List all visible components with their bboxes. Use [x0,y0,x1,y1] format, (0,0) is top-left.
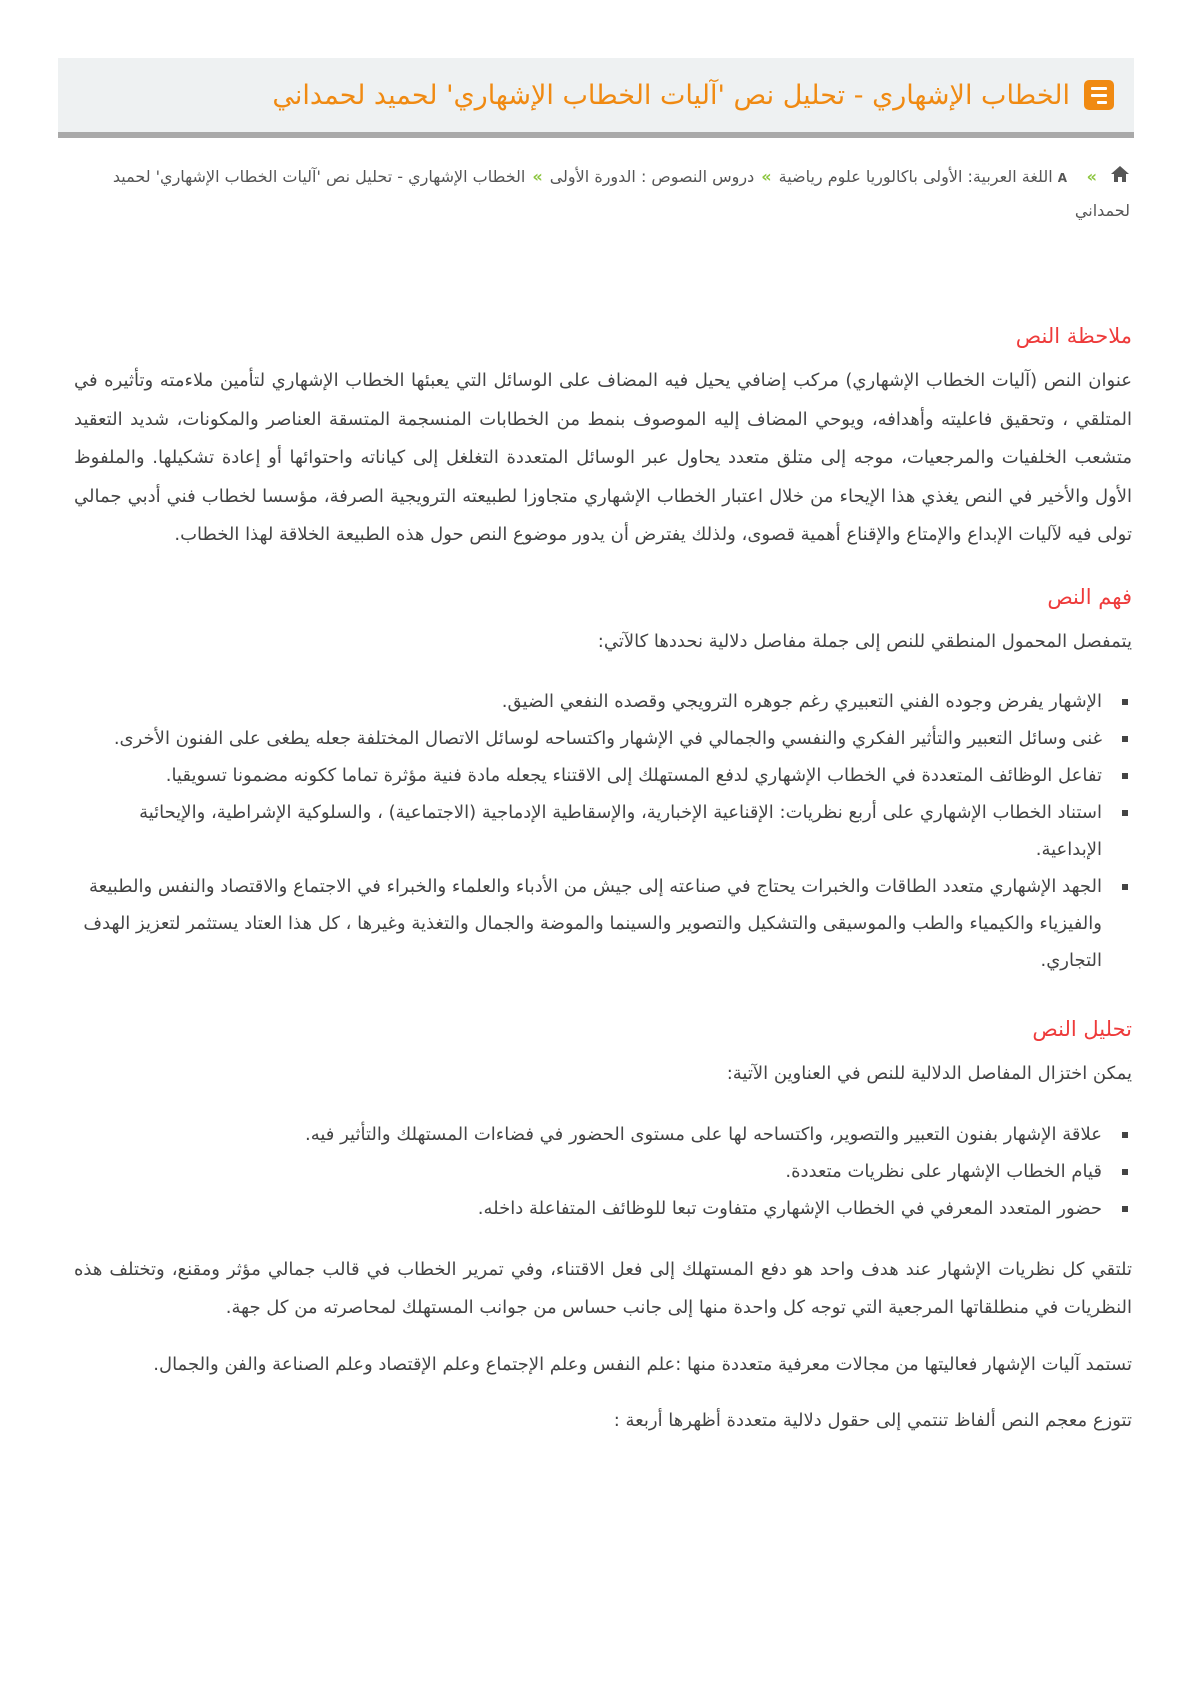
svg-text:A: A [1057,171,1067,183]
analysis-list [74,1116,1132,1227]
list-item: الإشهار يفرض وجوده الفني التعبيري رغم جوهره الترويجي وقصده النفعي الضيق. [74,683,1102,720]
list-item: غنى وسائل التعبير والتأثير الفكري والنفسي والجمالي في الإشهار واكتساحه لوسائل الاتصال المختلفة جعله يطغى على الفنون الأخرى. [74,720,1102,757]
list-item: الجهد الإشهاري متعدد الطاقات والخبرات يحتاج في صناعته إلى جيش من الأدباء والعلماء والخبراء في الاجتماع والاقتصاد والنفس والطبيعة والفيزياء والكيمياء والطب والموسيقى والتشكيل والتصوير والسينما والموضة والجمال والتغذية وغيرها ، كل هذا العتاد يستثمر لتعزيز الهدف التجاري. [74,868,1102,979]
list-item: علاقة الإشهار بفنون التعبير والتصوير، واكتساحه لها على مستوى الحضور في فضاءات المستهلك والتأثير فيه. [74,1116,1102,1153]
breadcrumb-separator: » [761,167,772,186]
analysis-paragraph: تلتقي كل نظريات الإشهار عند هدف واحد هو دفع المستهلك إلى فعل الاقتناء، وفي تمرير الخطاب في قالب جمالي مؤثر ومقنع، وتختلف هذه النظريات في منطلقاتها المرجعية التي توجه كل واحدة منها إلى جانب حساس من جوانب المستهلك لمحاصرته من كل جهة. [74,1258,1132,1318]
analysis-paragraph: تستمد آليات الإشهار فعاليتها من مجالات معرفية متعددة منها :علم النفس وعلم الإجتماع وعلم الإقتصاد وعلم الصناعة والفن والجمال. [153,1353,1132,1375]
list-item: تفاعل الوظائف المتعددة في الخطاب الإشهاري لدفع المستهلك إلى الاقتناء يجعله مادة فنية مؤثرة تماما ككونه مضمونا تسويقيا. [74,757,1102,794]
breadcrumb-separator: » [1086,167,1097,186]
breadcrumb-item-lessons[interactable]: دروس النصوص : الدورة الأولى [549,167,755,186]
section-heading-analysis: تحليل النص [1032,1017,1132,1041]
section-heading-observation: ملاحظة النص [1015,324,1132,348]
title-bar [58,58,1134,138]
breadcrumb-item-current: الخطاب الإشهاري - تحليل نص 'آليات الخطاب الإشهاري' لحميد لحمداني [112,167,1130,220]
home-icon[interactable] [1110,161,1130,194]
comprehension-intro: يتمفصل المحمول المنطقي للنص إلى جملة مفاصل دلالية نحددها كالآتي: [597,630,1132,652]
page-title: الخطاب الإشهاري - تحليل نص 'آليات الخطاب الإشهاري' لحميد لحمداني [272,79,1070,111]
list-item: استناد الخطاب الإشهاري على أربع نظريات: الإقناعية الإخبارية، والإسقاطية الإدماجية (الاجتماعية) ، والسلوكية الإشراطية، والإيحائية الإبداعية. [74,794,1102,868]
list-item: حضور المتعدد المعرفي في الخطاب الإشهاري متفاوت تبعا للوظائف المتفاعلة داخله. [74,1190,1102,1227]
observation-paragraph: عنوان النص (آليات الخطاب الإشهاري) مركب إضافي يحيل فيه المضاف على الوسائل التي يعبئها الخطاب الإشهاري لتأمين ملاءمته وتأثيره في المتلقي ، وتحقيق فاعليته وأهدافه، ويوحي المضاف إليه الموصوف بنمط من الخطابات المنسجمة المتسقة العناصر والمكونات، شديد التعقيد متشعب الخلفيات والمرجعيات، موجه إلى متلق متعدد يحاول عبر الوسائل المتعددة التغلغل إلى كياناته واحتوائها أو إعادة تشكيلها. والملفوظ الأول والأخير في النص يغذي هذا الإيحاء من خلال اعتبار الخطاب الإشهاري متجاوزا لطبيعته الترويجية الصرفة، مؤسسا لخطاب فني أدبي جمالي تولى فيه لآليات الإبداع والإمتاع والإقناع أهمية قصوى، ولذلك يفترض أن يدور موضوع النص حول هذه الطبيعة الخلاقة لهذا الخطاب. [74,370,1132,545]
list-item: قيام الخطاب الإشهار على نظريات متعددة. [74,1153,1102,1190]
article-content [74,316,1132,1459]
analysis-paragraph: تتوزع معجم النص ألفاظ تنتمي إلى حقول دلالية متعددة أظهرها أربعة : [613,1410,1132,1431]
analysis-intro: يمكن اختزال المفاصل الدلالية للنص في العناوين الآتية: [726,1063,1132,1084]
comprehension-list [74,683,1132,979]
section-heading-comprehension: فهم النص [1047,584,1132,609]
breadcrumb-item-subject[interactable]: اللغة العربية: الأولى باكالوريا علوم رياضية [778,167,1053,186]
breadcrumb [90,160,1130,227]
breadcrumb-separator: » [532,167,543,186]
article-icon [1084,80,1114,110]
translate-icon [1058,161,1080,194]
